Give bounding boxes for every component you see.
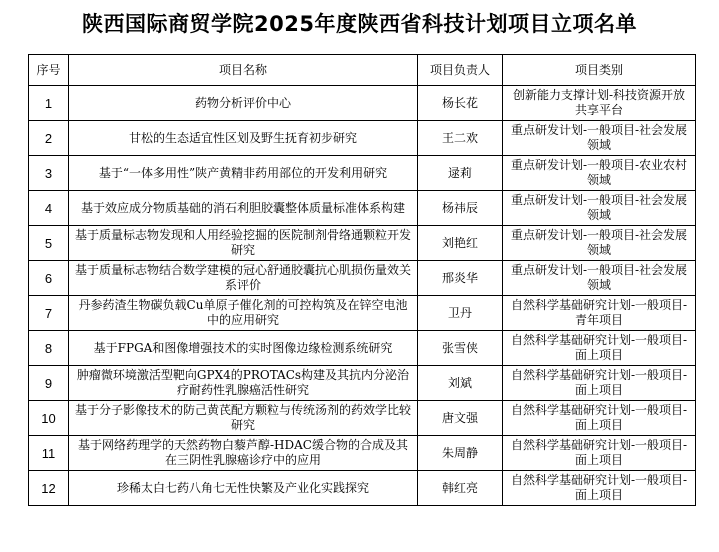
cell-leader: 唐文强 (418, 401, 503, 436)
cell-project-name: 基于效应成分物质基础的消石利胆胶囊整体质量标准体系构建 (69, 191, 418, 226)
cell-leader: 张雪侠 (418, 331, 503, 366)
cell-leader: 朱周静 (418, 436, 503, 471)
cell-project-name: 甘松的生态适宜性区划及野生抚育初步研究 (69, 121, 418, 156)
header-project-name: 项目名称 (69, 55, 418, 86)
cell-category: 重点研发计划-一般项目-社会发展领域 (503, 261, 696, 296)
cell-no: 2 (29, 121, 69, 156)
cell-leader: 刘斌 (418, 366, 503, 401)
table-row (29, 226, 696, 261)
table-row (29, 191, 696, 226)
document-title: 陕西国际商贸学院2025年度陕西省科技计划项目立项名单 (82, 12, 637, 36)
cell-no: 3 (29, 156, 69, 191)
cell-category: 自然科学基础研究计划-一般项目-面上项目 (503, 331, 696, 366)
cell-category: 重点研发计划-一般项目-农业农村领域 (503, 156, 696, 191)
cell-project-name: 基于质量标志物结合数学建模的冠心舒通胶囊抗心肌损伤量效关系评价 (69, 261, 418, 296)
cell-project-name: 基于网络药理学的天然药物白藜芦醇-HDAC缓合物的合成及其在三阴性乳腺癌诊疗中的应用 (69, 436, 418, 471)
cell-no: 9 (29, 366, 69, 401)
cell-leader: 逯莉 (418, 156, 503, 191)
cell-leader: 刘艳红 (418, 226, 503, 261)
table-row (29, 471, 696, 506)
cell-no: 5 (29, 226, 69, 261)
cell-category: 自然科学基础研究计划-一般项目-面上项目 (503, 366, 696, 401)
table-row (29, 436, 696, 471)
cell-category: 自然科学基础研究计划-一般项目-青年项目 (503, 296, 696, 331)
cell-category: 自然科学基础研究计划-一般项目-面上项目 (503, 436, 696, 471)
table-row (29, 331, 696, 366)
header-no: 序号 (29, 55, 69, 86)
cell-leader: 邢炎华 (418, 261, 503, 296)
cell-leader: 王二欢 (418, 121, 503, 156)
cell-no: 10 (29, 401, 69, 436)
cell-category: 重点研发计划-一般项目-社会发展领域 (503, 226, 696, 261)
cell-project-name: 基于“一体多用性”陕产黄精非药用部位的开发利用研究 (69, 156, 418, 191)
table-row (29, 121, 696, 156)
cell-no: 7 (29, 296, 69, 331)
header-category: 项目类别 (503, 55, 696, 86)
table-row (29, 156, 696, 191)
cell-leader: 杨长花 (418, 86, 503, 121)
cell-category: 自然科学基础研究计划-一般项目-面上项目 (503, 471, 696, 506)
cell-project-name: 基于分子影像技术的防己黄芪配方颗粒与传统汤剂的药效学比较研究 (69, 401, 418, 436)
table-header-row (29, 55, 696, 86)
table-row (29, 401, 696, 436)
cell-no: 6 (29, 261, 69, 296)
table-row (29, 296, 696, 331)
cell-no: 12 (29, 471, 69, 506)
cell-leader: 杨祎辰 (418, 191, 503, 226)
project-table (28, 54, 696, 506)
cell-leader: 韩红亮 (418, 471, 503, 506)
cell-no: 4 (29, 191, 69, 226)
cell-category: 重点研发计划-一般项目-社会发展领域 (503, 191, 696, 226)
cell-category: 创新能力支撑计划-科技资源开放共享平台 (503, 86, 696, 121)
cell-category: 重点研发计划-一般项目-社会发展领域 (503, 121, 696, 156)
cell-project-name: 肿瘤微环境激活型靶向GPX4的PROTACs构建及其抗内分泌治疗耐药性乳腺癌活性研究 (69, 366, 418, 401)
header-leader: 项目负责人 (418, 55, 503, 86)
table-row (29, 261, 696, 296)
cell-project-name: 基于FPGA和图像增强技术的实时图像边缘检测系统研究 (69, 331, 418, 366)
cell-category: 自然科学基础研究计划-一般项目-面上项目 (503, 401, 696, 436)
cell-no: 1 (29, 86, 69, 121)
cell-no: 8 (29, 331, 69, 366)
cell-project-name: 基于质量标志物发现和人用经验挖掘的医院制剂骨络通颗粒开发研究 (69, 226, 418, 261)
table-row (29, 366, 696, 401)
cell-project-name: 药物分析评价中心 (69, 86, 418, 121)
cell-project-name: 珍稀太白七药八角七无性快繁及产业化实践探究 (69, 471, 418, 506)
cell-project-name: 丹参药渣生物碳负载Cu单原子催化剂的可控构筑及在锌空电池中的应用研究 (69, 296, 418, 331)
table-row (29, 86, 696, 121)
cell-leader: 卫丹 (418, 296, 503, 331)
cell-no: 11 (29, 436, 69, 471)
